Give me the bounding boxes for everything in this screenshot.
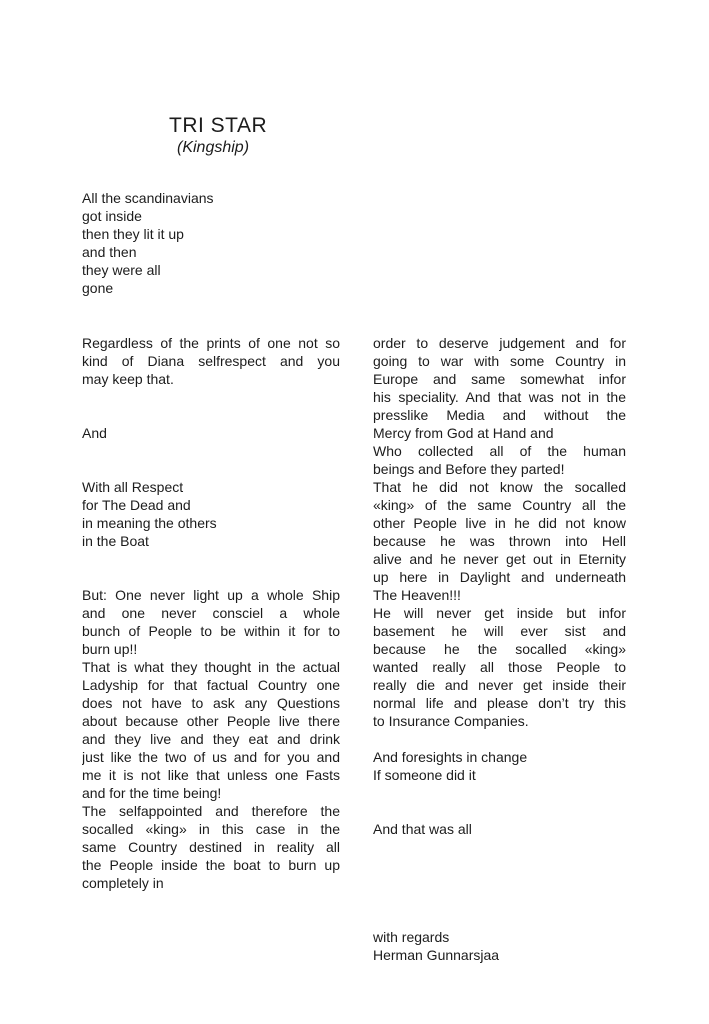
text-line: because he was thrown into Hell [373,533,626,549]
text-line: He will never get inside but infor [373,605,626,621]
text-line: to Insurance Companies. [373,713,529,729]
text-line: wanted really all those People to [373,659,626,675]
text-line: the People inside the boat to burn up [82,857,340,873]
poem-line: gone [82,280,114,296]
poem [82,189,214,297]
text-line: and one never consciel a whole [82,605,340,621]
text-line: may keep that. [82,371,174,387]
text-line: does not have to ask any Questions [82,695,340,711]
text-line: same Country destined in reality all [82,839,340,855]
paragraph [82,586,340,892]
poem-line: then they lit it up [82,226,184,242]
text-line: And that was all [373,821,472,837]
paragraph [373,748,626,784]
text-line: for The Dead and [82,497,191,513]
text-line: completely in [82,875,164,891]
text-line: me it is not like that unless one Fasts [82,767,340,783]
paragraph [373,820,626,838]
text-line: kind of Diana selfrespect and you [82,353,340,369]
text-line: normal life and please don’t try this [373,695,626,711]
text-line: going to war with some Country in [373,353,626,369]
poem-line: and then [82,244,137,260]
text-line: just like the two of us and for you and [82,749,340,765]
right-column [373,334,626,964]
text-line: about because other People live there [82,713,340,729]
text-line: because he the socalled «king» [373,641,626,657]
page-title: TRI STAR [169,114,268,137]
text-line: order to deserve judgement and for [373,335,626,351]
text-line: socalled «king» in this case in the [82,821,340,837]
poem-line: they were all [82,262,161,278]
text-line: With all Respect [82,479,184,495]
page-subtitle: (Kingship) [177,139,250,156]
text-line: really die and never get inside their [373,677,626,693]
text-line: That he did not know the socalled [373,479,626,495]
text-line: That is what they thought in the actual [82,659,340,675]
text-line: his speciality. And that was not in the [373,389,626,405]
text-line: beings and Before they parted! [373,461,565,477]
text-line: «king» of the same Country all the [373,497,626,513]
text-line: alive and he never get out in Eternity [373,551,626,567]
text-line: and they live and they eat and drink [82,731,340,747]
text-line: up here in Daylight and underneath [373,569,626,585]
poem-line: All the scandinavians [82,190,214,206]
text-line: Herman Gunnarsjaa [373,947,500,963]
text-line: If someone did it [373,767,476,783]
text-line: in meaning the others [82,515,217,531]
text-line: basement he will ever sist and [373,623,626,639]
text-line: Who collected all of the human [373,443,626,459]
text-line: Ladyship for that factual Country one [82,677,340,693]
poem-line: got inside [82,208,142,224]
text-line: The selfappointed and therefore the [82,803,340,819]
text-line: The Heaven!!! [373,587,461,603]
text-line: Mercy from God at Hand and [373,425,554,441]
text-line: bunch of People to be within it for to [82,623,340,639]
text-line: other People live in he did not know [373,515,626,531]
text-line: And foresights in change [373,749,528,765]
paragraph [373,334,626,730]
left-column [82,334,340,892]
text-line: Regardless of the prints of one not so [82,335,340,351]
text-line: in the Boat [82,533,149,549]
text-line: But: One never light up a whole Ship [82,587,340,603]
paragraph [82,334,340,388]
text-line: and for the time being! [82,785,222,801]
paragraph [373,928,626,964]
paragraph [82,424,340,442]
paragraph [82,478,340,550]
text-line: presslike Media and without the [373,407,626,423]
text-line: And [82,425,107,441]
text-line: burn up!! [82,641,138,657]
text-line: with regards [373,929,450,945]
text-line: Europe and same somewhat infor [373,371,626,387]
